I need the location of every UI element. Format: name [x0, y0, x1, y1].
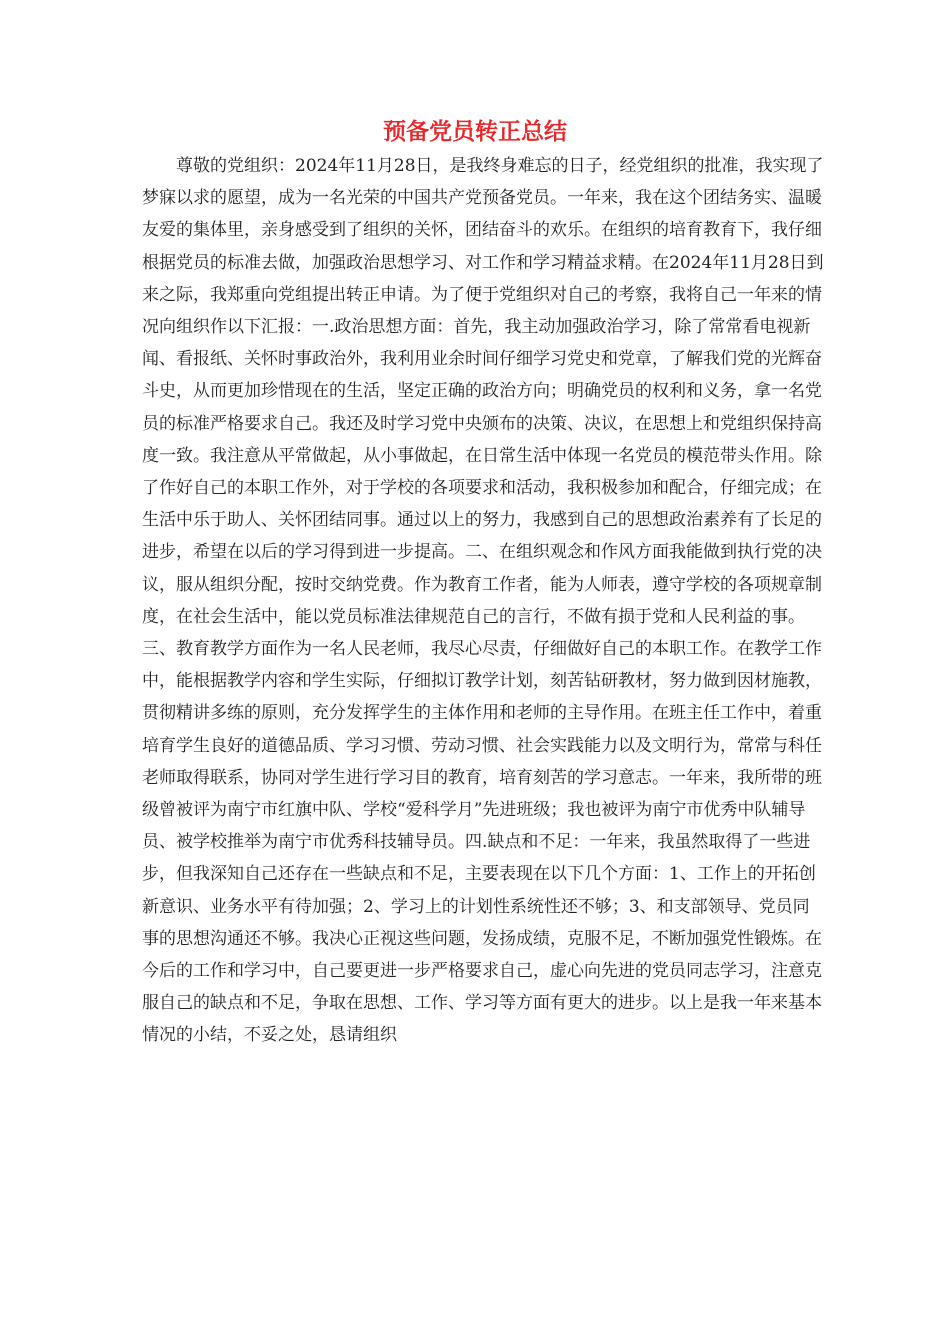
document-body-paragraph: 尊敬的党组织：2024年11月28日，是我终身难忘的日子，经党组织的批准，我实现了梦寐以求的愿望，成为一名光荣的中国共产党预备党员。一年来，我在这个团结务实、温暖友爱的集体里，亲身感受到了组织的关怀，团结奋斗的欢乐。在组织的培育教育下，我仔细根据党员的标准去做，加强政治思想学习、对工作和学习精益求精。在2024年11月28日到来之际，我郑重向党组提出转正申请。为了便于党组织对自己的考察，我将自己一年来的情况向组织作以下汇报：一.政治思想方面：首先，我主动加强政治学习，除了常常看电视新闻、看报纸、关怀时事政治外，我利用业余时间仔细学习党史和党章，了解我们党的光辉奋斗史，从而更加珍惜现在的生活，坚定正确的政治方向；明确党员的权利和义务，拿一名党员的标准严格要求自己。我还及时学习党中央颁布的决策、决议，在思想上和党组织保持高度一致。我注意从平常做起，从小事做起，在日常生活中体现一名党员的模范带头作用。除了作好自己的本职工作外，对于学校的各项要求和活动，我积极参加和配合，仔细完成；在生活中乐于助人、关怀团结同事。通过以上的努力，我感到自己的思想政治素养有了长足的进步，希望在以后的学习得到进一步提高。二、在组织观念和作风方面我能做到执行党的决议，服从组织分配，按时交纳党费。作为教育工作者，能为人师表，遵守学校的各项规章制度，在社会生活中，能以党员标准法律规范自己的言行，不做有损于党和人民利益的事。三、教育教学方面作为一名人民老师，我尽心尽责，仔细做好自己的本职工作。在教学工作中，能根据教学内容和学生实际，仔细拟订教学计划，刻苦钻研教材，努力做到因材施教，贯彻精讲多练的原则，充分发挥学生的主体作用和老师的主导作用。在班主任工作中，着重培育学生良好的道德品质、学习习惯、劳动习惯、社会实践能力以及文明行为，常常与科任老师取得联系，协同对学生进行学习目的教育，培育刻苦的学习意志。一年来，我所带的班级曾被评为南宁市红旗中队、学校“爱科学月”先进班级；我也被评为南宁市优秀中队辅导员、被学校推举为南宁市优秀科技辅导员。四.缺点和不足：一年来，我虽然取得了一些进步，但我深知自己还存在一些缺点和不足，主要表现在以下几个方面：1、工作上的开拓创新意识、业务水平有待加强；2、学习上的计划性系统性还不够；3、和支部领导、党员同事的思想沟通还不够。我决心正视这些问题，发扬成绩，克服不足，不断加强党性锻炼。在今后的工作和学习中，自己要更进一步严格要求自己，虚心向先进的党员同志学习，注意克服自己的缺点和不足，争取在思想、工作、学习等方面有更大的进步。以上是我一年来基本情况的小结，不妥之处，恳请组织 — [142, 156, 824, 1046]
document-title: 预备党员转正总结 — [383, 119, 567, 145]
